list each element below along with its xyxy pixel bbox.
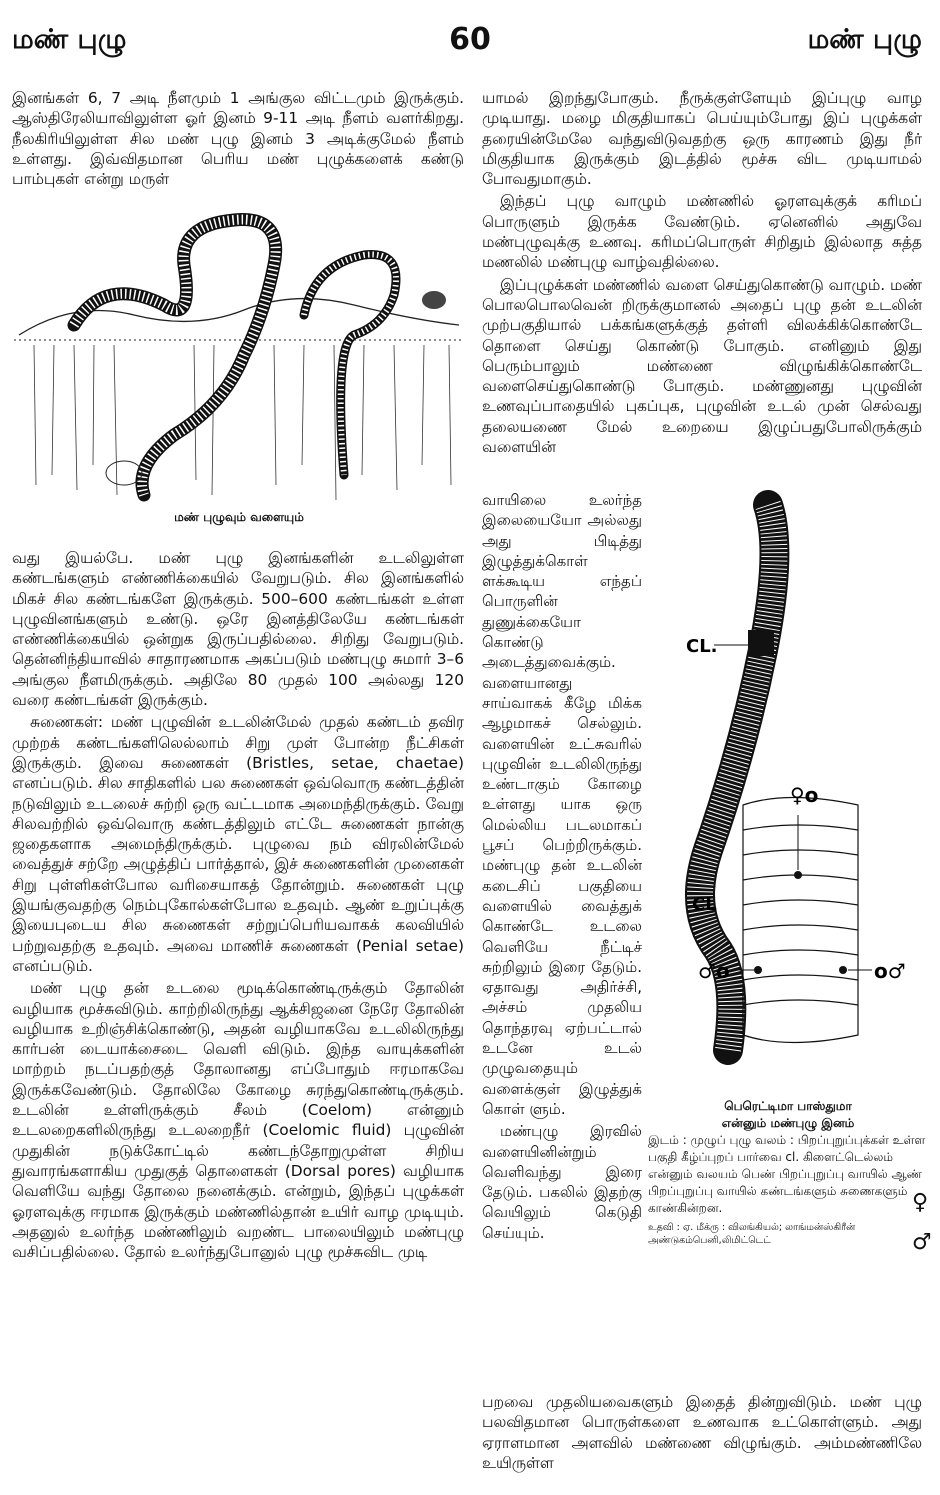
female-symbol: ♀ [912,1190,929,1215]
paragraph: சுணைகள்: மண் புழுவின் உடலின்மேல் முதல் கண்டம் தவிர முற்றக் கண்டங்களிலெல்லாம் சிறு முள் போன்ற நீட்சிகள் இருக்கும். இவை சுணைகள் (Bristles, setae, chaetae) எனப்படும். சில சாதிகளில் பல சுணைகள் ஒவ்வொரு கண்டத்தின் நடுவிலும் உடலைச் சுற்றி ஒரு வட்டமாக அமைந்திருக்கும். வேறு சிலவற்றில் ஒவ்வொரு கண்டத்திலும் எட்டே சுணைகள் நான்கு ஜதைகளாக அமைந்திருக்கும். புழுவை நம் விரலின்மேல் வைத்துச் சற்றே அழுத்திப் பார்த்தால், இச் சுணைகளின் முனைகள் சிறு புள்ளிகள்போல வரிசையாகத் தோன்றும். சுணைகள் புழு இயங்குவதற்கு நெம்புகோல்கள்போல உதவும். ஆண் உறுப்புக்கு இயைபுடைய சில சுணைகள் சற்றுப்பெரியவாகக் கலவியில் பற்றுவதற்கு உதவும். அவை மாணிச் சுணைகள் (Penial setae) எனப்படும். [12,713,464,975]
figure2-caption [648,1098,928,1247]
column1-bottom [12,548,464,1264]
figure1-caption: மண் புழுவும் வளையும் [174,510,304,524]
paragraph: இந்தப் புழு வாழும் மண்ணில் ஓரளவுக்குக் கரிமப் பொருளும் இருக்க வேண்டும். ஏனெனில் அதுவே மண்புழுவுக்கு உணவு. கரிமப்பொருள் சிறிதும் இல்லாத சுத்த மணலில் மண்புழு வாழ்வதில்லை. [482,192,922,272]
column1-top [12,88,464,191]
column2-bottom [482,1392,922,1475]
paragraph: வது இயல்பே. மண் புழு இனங்களின் உடலிலுள்ள கண்டங்களும் எண்ணிக்கையில் வேறுபடும். சில இனங்களில் மிகச் சில கண்டங்களே இருக்கும். 500–600 கண்டங்கள் உள்ள புழுவினங்களும் உண்டு. ஒரே இனத்திலேயே கண்டங்கள் எண்ணிக்கையில் ஒன்றுக இருப்பதில்லை. சிறிது வேறுபடும். தென்னிந்தியாவில் சாதாரணமாக அகப்படும் மண்புழு சுமார் 3–6 அங்குல நீளமிருக்கும். அதிலே 80 முதல் 100 அல்லது 120 வரை கண்டங்கள் இருக்கும். [12,549,464,710]
male-symbol: ♂ [912,1230,932,1255]
male-pore-label: o♂ [874,959,906,983]
male-pore-label: ♂o [698,959,730,983]
page-number: 60 [449,22,491,57]
running-head-left: மண் புழு [12,24,127,55]
clitellum-label: CL [692,894,717,915]
paragraph: வாயிலை உலர்ந்த இலையையோ அல்லது அது பிடித்து இழுத்துக்கொள் ளக்கூடிய எந்தப் பொருளின் துணுக்கையோ கொண்டு அடைத்துவைக்கும். வளையானது சாய்வாகக் கீழே மிக்க ஆழமாகச் செல்லும். வளையின் உட்சுவரில் புழுவின் உடலிலிருந்து உண்டாகும் கோழை உள்ளது யாக ஒரு மெல்லிய படலமாகப் பூசப் பெற்றிருக்கும். மண்புழு தன் உடலின் கடைசிப் பகுதியை வளையில் வைத்துக் கொண்டே உடலை வெளியே நீட்டிச் சுற்றிலும் இரை தேடும். ஏதாவது அதிர்ச்சி, அச்சம் முதலிய தொந்தரவு ஏற்பட்டால் உடனே உடல் முழுவதையும் வளைக்குள் இழுத்துக் கொள் ளும். [482,491,642,1118]
paragraph: யாமல் இறந்துபோகும். நீருக்குள்ளேயும் இப்புழு வாழ முடியாது. மழை மிகுதியாகப் பெய்யும்போது இப் புழுக்கள் தரையின்மேலே வந்துவிடுவதற்கு ஒரு காரணம் இது நீர் மிகுதியாக இருக்கும் இடத்தில் மூச்சு விட முடியாமல் போவதுமாகும். [482,89,922,189]
caption-title: என்னும் மண்புழு இனம் [721,1116,855,1130]
paragraph: பறவை முதலியவைகளும் இதைத் தின்றுவிடும். மண் புழு பலவிதமான பொருள்களை உணவாக உட்கொள்ளும். அது ஏராளமான அளவில் மண்ணை விழுங்கும். அம்மண்ணிலே உயிருள்ள [482,1393,922,1472]
pheretima-earthworm-illustration [648,490,928,1090]
earthworm-burrow-illustration [14,205,464,505]
column2-top [482,88,922,459]
female-pore-label: ♀o [790,783,819,807]
paragraph: இப்புழுக்கள் மண்ணில் வளை செய்துகொண்டு வாழும். மண் பொலபொலவென் றிருக்குமானல் அதைப் புழு தன் உடலின் முற்பகுதியால் பக்கங்களுக்குத் தள்ளி விலக்கிக்கொண்டே தொளை செய்து கொண்டு போகும். எனினும் இது பெரும்பாலும் மண்ணை விழுங்கிக்கொண்டே வளைசெய்துகொண்டு போகும். மண்ணுனது புழுவின் உணவுப்பாதையில் புகப்புக, புழுவின் உடல் முன் செல்வது தலையணை மேல் உறையை இழுப்பதுபோலிருக்கும் வளையின் [482,275,922,457]
caption-body: இடம் : முழுப் புழு வலம் : பிறப்புறுப்புக்கள் உள்ள பகுதி கீழ்ப்புறப் பார்வை cl. கிளைட்டெல்லம் என்னும் வலயம் பெண் பிறப்புறுப்பு வாயில் ஆண் பிறப்புறுப்பு வாயில் கண்டங்களும் சுணைகளும் காண்கின்றன. [648,1133,926,1215]
column2-narrow [482,490,642,1245]
paragraph: மண்புழு இரவில் வளையினின்றும் வெளிவந்து இரை தேடும். பகலில் இதற்கு வெயிலும் கெடுதி செய்யும். [482,1122,642,1242]
paragraph: இனங்கள் 6, 7 அடி நீளமும் 1 அங்குல விட்டமும் இருக்கும். ஆஸ்திரேலியாவிலுள்ள ஓர் இனம் 9-11 அடி நீளம் வளர்கிறது. நீலகிரியிலுள்ள சில மண் புழு இனம் 3 அடிக்குமேல் நீளம் உள்ளது. இவ்விதமான பெரிய மண் புழுக்களைக் கண்டு பாம்புகள் என்று மருள் [12,89,464,189]
caption-title: பெரெட்டிமா பாஸ்துமா [724,1099,852,1113]
caption-credit: உதவி : ஏ. மீக்ரு : விலங்கியல்; லாங்மன்ஸ்கிரீன் அண்டுகம்பெனி,லிமிட்டெட் [648,1222,856,1246]
clitellum-label: CL. [686,636,718,657]
running-head-right: மண் புழு [807,24,922,55]
paragraph: மண் புழு தன் உடலை மூடிக்கொண்டிருக்கும் தோலின் வழியாக மூச்சுவிடும். காற்றிலிருந்து ஆக்சிஜனை நேரே தோலின் வழியாக உறிஞ்சிக்கொண்டு, அதன் வழியாகவே உடலிலிருந்து கார்பன் டையாக்சைடை வெளி விடும். இந்த வாயுக்களின் மாற்றம் நடப்பதற்குத் தோலானது எப்போதும் ஈரமாகவே இருக்கவேண்டும். தோலிலே கோழை சுரந்துகொண்டிருக்கும். உடலின் உள்ளிருக்கும் சீலம் (Coelom) என்னும் உடலறைகளிலிருந்து உடலறைநீர் (Coelomic fluid) புழுவின் முதுகின் நடுக்கோட்டில் கண்டந்தோறுமுள்ள சிறிய துவாரங்களாகிய முதுகுத் தொளைகள் (Dorsal pores) வழியாக வெளியே வந்து தோலை நனைக்கும். என்றும், இந்தப் புழுக்கள் ஓரளவுக்கு ஈரமாக இருக்கும் மண்ணில்தான் உயிர் வாழ முடியும். அதனுல் உலர்ந்த மண்ணிலும் வறண்ட பாலையிலும் மண்புழு வசிப்பதில்லை. தோல் உலர்ந்துபோனுல் புழு மூச்சுவிட முடி [12,979,464,1262]
